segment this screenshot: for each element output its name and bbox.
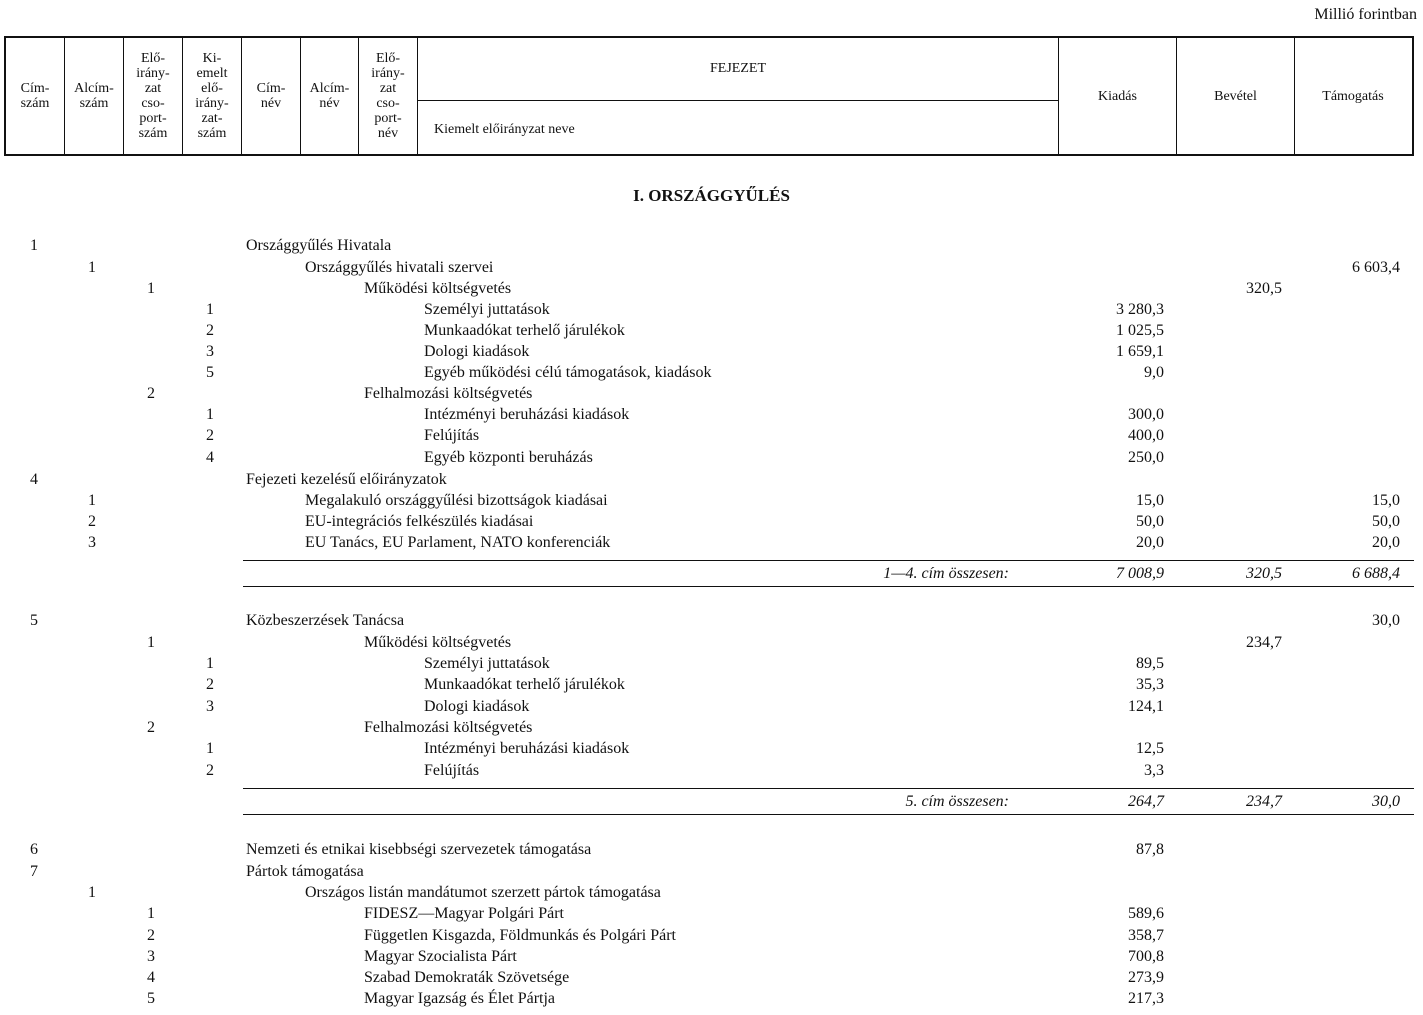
header-alcim-nev: Alcím- név — [301, 38, 359, 154]
row-code: 1 — [30, 237, 38, 254]
table-row — [0, 760, 1423, 781]
header-eloiranyzat-csoport-nev: Elő- irány- zat cso- port- név — [359, 38, 418, 154]
table-row — [0, 299, 1423, 320]
table-row — [0, 946, 1423, 967]
header-bevetel: Bevétel — [1177, 38, 1295, 154]
row-code: 1 — [206, 406, 214, 423]
row-code: 3 — [206, 698, 214, 715]
row-code: 3 — [206, 343, 214, 360]
table-header — [4, 36, 1414, 156]
table-row — [0, 532, 1423, 553]
table-row — [0, 738, 1423, 759]
kiadas-value: 589,6 — [1128, 905, 1164, 922]
row-name: Működési költségvetés — [364, 280, 512, 297]
row-code: 3 — [88, 534, 96, 551]
row-name: Egyéb működési célú támogatások, kiadások — [424, 364, 712, 381]
row-name: FIDESZ—Magyar Polgári Párt — [364, 905, 564, 922]
table-row — [0, 257, 1423, 278]
header-cim-szam: Cím- szám — [6, 38, 65, 154]
row-name: Nemzeti és etnikai kisebbségi szervezetek támogatása — [246, 841, 592, 858]
bevetel-value: 234,7 — [1246, 634, 1282, 651]
row-code: 2 — [206, 762, 214, 779]
kiadas-value: 7 008,9 — [1116, 565, 1164, 582]
table-row — [0, 362, 1423, 383]
total-rule-bottom — [243, 586, 1414, 587]
table-row — [0, 988, 1423, 1009]
kiadas-value: 15,0 — [1136, 492, 1164, 509]
kiadas-value: 300,0 — [1128, 406, 1164, 423]
bevetel-value: 234,7 — [1246, 793, 1282, 810]
table-row — [0, 674, 1423, 695]
row-name: Egyéb központi beruházás — [424, 449, 593, 466]
row-name: Intézményi beruházási kiadások — [424, 740, 630, 757]
table-row — [0, 610, 1423, 631]
table-row — [0, 925, 1423, 946]
row-code: 1 — [88, 259, 96, 276]
row-name: Felújítás — [424, 762, 480, 779]
row-name: Megalakuló országgyűlési bizottságok kiadásai — [305, 492, 608, 509]
row-name: Pártok támogatása — [246, 863, 364, 880]
tamogatas-value: 30,0 — [1372, 793, 1400, 810]
row-name: Országgyűlés hivatali szervei — [305, 259, 494, 276]
bevetel-value: 320,5 — [1246, 280, 1282, 297]
row-code: 1 — [147, 634, 155, 651]
row-name: Intézményi beruházási kiadások — [424, 406, 630, 423]
table-row — [0, 632, 1423, 653]
table-row — [0, 278, 1423, 299]
table-row — [0, 490, 1423, 511]
kiadas-value: 3 280,3 — [1116, 301, 1164, 318]
row-name: Személyi juttatások — [424, 655, 550, 672]
table-row — [0, 653, 1423, 674]
kiadas-value: 273,9 — [1128, 969, 1164, 986]
row-code: 2 — [88, 513, 96, 530]
table-row — [0, 469, 1423, 490]
row-code: 1 — [88, 884, 96, 901]
table-row — [0, 839, 1423, 860]
header-tamogatas: Támogatás — [1322, 88, 1384, 104]
tamogatas-value: 50,0 — [1372, 513, 1400, 530]
row-name: Országgyűlés Hivatala — [246, 237, 392, 254]
row-code: 1 — [88, 492, 96, 509]
header-kiemelt-eloiranyzat-szam: Ki- emelt elő- irány- zat- szám — [183, 38, 242, 154]
kiadas-value: 358,7 — [1128, 927, 1164, 944]
row-name: Magyar Szocialista Párt — [364, 948, 517, 965]
header-fejezet-label: FEJEZET — [418, 38, 1058, 101]
table-row — [0, 903, 1423, 924]
total-row — [0, 563, 1423, 584]
row-name: EU-integrációs felkészülés kiadásai — [305, 513, 534, 530]
kiadas-value: 12,5 — [1136, 740, 1164, 757]
row-code: 2 — [147, 385, 155, 402]
row-code: 3 — [147, 948, 155, 965]
kiadas-value: 250,0 — [1128, 449, 1164, 466]
table-row — [0, 861, 1423, 882]
header-cim-nev: Cím- név — [242, 38, 301, 154]
kiadas-value: 264,7 — [1128, 793, 1164, 810]
row-name: Magyar Igazság és Élet Pártja — [364, 990, 556, 1007]
header-kiemelt-nev: Kiemelt előirányzat neve — [434, 122, 575, 137]
total-label: 1—4. cím összesen: — [883, 565, 1009, 582]
header-alcim-szam: Alcím- szám — [65, 38, 124, 154]
row-name: Fejezeti kezelésű előirányzatok — [246, 471, 447, 488]
total-row — [0, 791, 1423, 812]
row-code: 4 — [30, 471, 38, 488]
row-code: 7 — [30, 863, 38, 880]
row-code: 1 — [147, 280, 155, 297]
row-name: Felújítás — [424, 427, 480, 444]
row-code: 1 — [206, 740, 214, 757]
row-name: Felhalmozási költségvetés — [364, 719, 533, 736]
table-row — [0, 696, 1423, 717]
row-name: Közbeszerzések Tanácsa — [246, 612, 405, 629]
header-kiadas: Kiadás — [1059, 38, 1177, 154]
kiadas-value: 217,3 — [1128, 990, 1164, 1007]
table-row — [0, 967, 1423, 988]
tamogatas-value: 30,0 — [1372, 612, 1400, 629]
row-code: 1 — [206, 301, 214, 318]
row-code: 5 — [147, 990, 155, 1007]
kiadas-value: 35,3 — [1136, 676, 1164, 693]
total-rule-bottom — [243, 814, 1414, 815]
tamogatas-value: 6 688,4 — [1352, 565, 1400, 582]
kiadas-value: 89,5 — [1136, 655, 1164, 672]
kiadas-value: 3,3 — [1144, 762, 1164, 779]
row-code: 2 — [206, 322, 214, 339]
row-code: 2 — [147, 927, 155, 944]
row-name: Dologi kiadások — [424, 343, 530, 360]
row-name: EU Tanács, EU Parlament, NATO konferenciák — [305, 534, 611, 551]
row-code: 5 — [206, 364, 214, 381]
bevetel-value: 320,5 — [1246, 565, 1282, 582]
row-name: Felhalmozási költségvetés — [364, 385, 533, 402]
row-name: Dologi kiadások — [424, 698, 530, 715]
table-row — [0, 882, 1423, 903]
kiadas-value: 9,0 — [1144, 364, 1164, 381]
header-fejezet — [418, 38, 1059, 154]
row-code: 2 — [206, 676, 214, 693]
row-name: Munkaadókat terhelő járulékok — [424, 322, 625, 339]
kiadas-value: 1 025,5 — [1116, 322, 1164, 339]
kiadas-value: 700,8 — [1128, 948, 1164, 965]
total-rule-top — [243, 560, 1414, 561]
kiadas-value: 87,8 — [1136, 841, 1164, 858]
row-name: Országos listán mandátumot szerzett pártok támogatása — [305, 884, 661, 901]
tamogatas-value: 15,0 — [1372, 492, 1400, 509]
row-code: 2 — [147, 719, 155, 736]
kiadas-value: 20,0 — [1136, 534, 1164, 551]
table-row — [0, 383, 1423, 404]
table-row — [0, 425, 1423, 446]
table-row — [0, 341, 1423, 362]
row-name: Működési költségvetés — [364, 634, 512, 651]
row-name: Szabad Demokraták Szövetsége — [364, 969, 570, 986]
table-row — [0, 404, 1423, 425]
table-row — [0, 511, 1423, 532]
row-code: 1 — [206, 655, 214, 672]
row-name: Független Kisgazda, Földmunkás és Polgári Párt — [364, 927, 676, 944]
tamogatas-value: 20,0 — [1372, 534, 1400, 551]
row-name: Személyi juttatások — [424, 301, 550, 318]
table-row — [0, 320, 1423, 341]
row-name: Munkaadókat terhelő járulékok — [424, 676, 625, 693]
kiadas-value: 124,1 — [1128, 698, 1164, 715]
tamogatas-value: 6 603,4 — [1352, 259, 1400, 276]
kiadas-value: 50,0 — [1136, 513, 1164, 530]
row-code: 4 — [147, 969, 155, 986]
row-code: 4 — [206, 449, 214, 466]
row-code: 2 — [206, 427, 214, 444]
table-row — [0, 235, 1423, 256]
header-eloiranyzat-csoport-szam: Elő- irány- zat cso- port- szám — [124, 38, 183, 154]
row-code: 1 — [147, 905, 155, 922]
unit-label: Millió forintban — [1314, 6, 1417, 23]
row-code: 6 — [30, 841, 38, 858]
table-row — [0, 717, 1423, 738]
total-label: 5. cím összesen: — [905, 793, 1009, 810]
kiadas-value: 400,0 — [1128, 427, 1164, 444]
kiadas-value: 1 659,1 — [1116, 343, 1164, 360]
table-row — [0, 447, 1423, 468]
section-title: I. ORSZÁGGYŰLÉS — [633, 186, 790, 205]
row-code: 5 — [30, 612, 38, 629]
total-rule-top — [243, 788, 1414, 789]
